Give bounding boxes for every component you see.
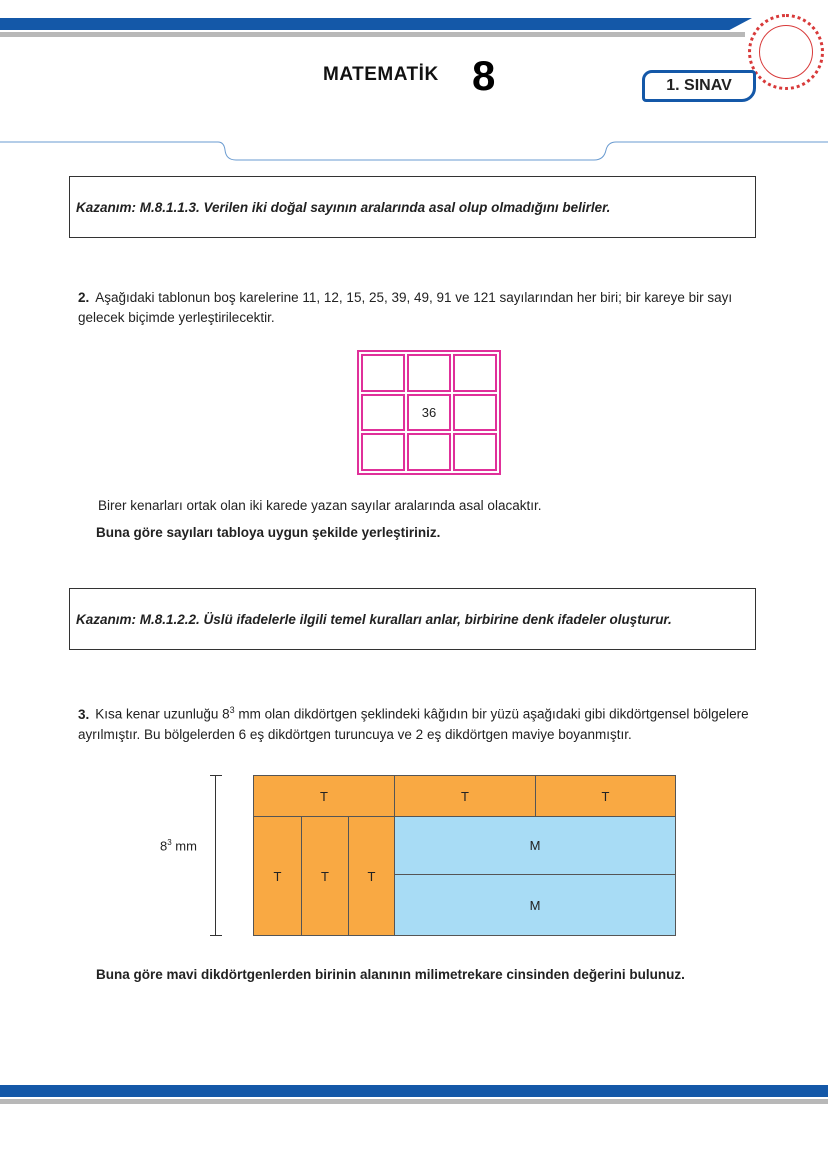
blue-rect: M [394,816,676,875]
q3-text-a: Kısa kenar uzunluğu [95,706,223,722]
question-number: 3. [78,706,90,722]
orange-rect: T [253,775,395,817]
question-number: 2. [78,290,90,305]
grid-cell-center: 36 [407,394,451,432]
header-divider [0,136,828,166]
question-2-text [78,288,768,328]
kazanim-box-1: Kazanım: M.8.1.1.3. Verilen iki doğal sayının aralarında asal olup olmadığını belirler. [69,176,756,238]
orange-rect: T [348,816,395,936]
grid-cell[interactable] [453,394,497,432]
dim-exp: 3 [167,838,172,847]
header-gray-bar [0,32,745,37]
question-2-body: Aşağıdaki tablonun boş karelerine 11, 12, 15, 25, 39, 49, 91 ve 121 sayılarından her biri; bir kareye bir sayı gelecek biçimde yerleştirilecektir. [78,290,733,325]
dim-base: 8 [160,838,168,854]
ministry-seal-icon [748,14,824,90]
orange-rect: T [301,816,349,936]
kazanim-box-2: Kazanım: M.8.1.2.2. Üslü ifadelerle ilgili temel kuralları anlar, birbirine denk ifadeler oluşturur. [69,588,756,650]
exam-badge: 1. SINAV [642,70,756,102]
dimension-label [160,838,197,853]
q3-text-b: mm olan dikdörtgen şeklindeki kâğıdın bir yüzü aşağıdaki gibi dikdörtgensel bölgelere ayrılmıştır. Bu bölgelerden 6 eş dikdörtgen turuncuya ve 2 eş dikdörtgen maviye boyanmıştır. [78,706,749,742]
blue-rect: M [394,874,676,936]
grade-number: 8 [472,52,496,99]
orange-rect: T [253,816,302,936]
question-2-instruction: Buna göre sayıları tabloya uygun şekilde yerleştiriniz. [96,525,441,540]
grid-cell[interactable] [361,433,405,471]
header-blue-bar [0,18,752,30]
footer-blue-bar [0,1085,828,1097]
grid-cell[interactable] [361,354,405,392]
question-3-text [78,700,768,745]
grid-cell[interactable] [407,354,451,392]
grid-cell[interactable] [453,433,497,471]
grid-cell[interactable] [453,354,497,392]
grid-cell[interactable] [361,394,405,432]
orange-rect: T [394,775,536,817]
subject-title: MATEMATİK [323,64,439,85]
number-grid [357,350,501,475]
dim-unit: mm [171,838,197,854]
question-2-note: Birer kenarları ortak olan iki karede yazan sayılar aralarında asal olacaktır. [98,498,542,513]
orange-rect: T [535,775,676,817]
question-3-instruction: Buna göre mavi dikdörtgenlerden birinin alanının milimetrekare cinsinden değerini bulunuz. [96,967,685,982]
q3-base: 8 [222,706,230,722]
footer-gray-bar [0,1099,828,1104]
dimension-line [210,775,222,936]
q3-exponent: 3 [229,705,235,715]
grid-cell[interactable] [407,433,451,471]
